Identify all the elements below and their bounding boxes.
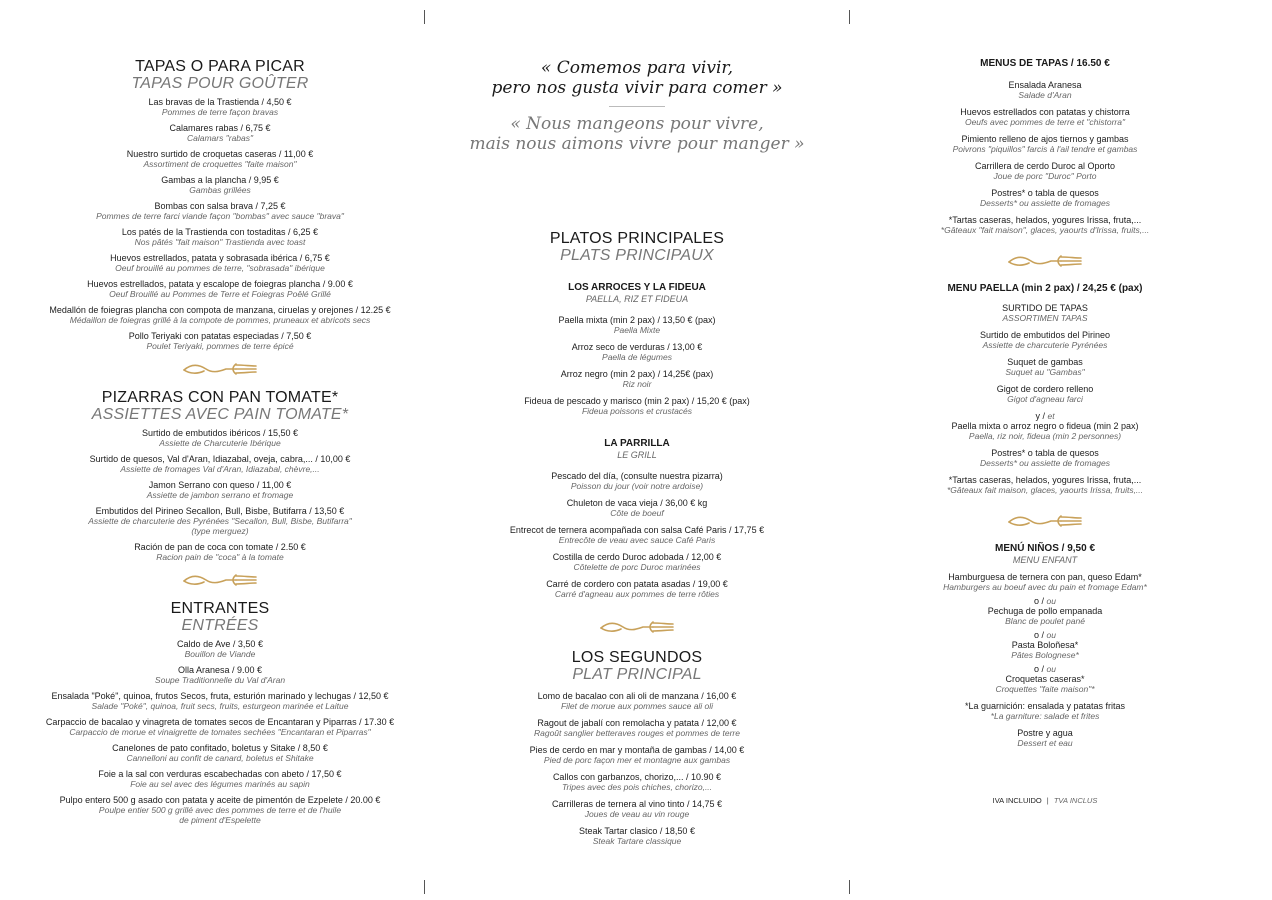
item-es: Carpaccio de bacalao y vinagreta de tomates secos de Encantaran y Piparras / 17.30 € xyxy=(45,717,395,727)
item-es: Callos con garbanzos, chorizo,... / 10.90 € xyxy=(552,772,722,782)
section-title-fr: PLAT PRINCIPAL xyxy=(572,666,702,683)
item-es: Suquet de gambas xyxy=(1007,357,1083,367)
column-divider-right xyxy=(849,880,850,894)
item-fr: Poulpe entier 500 g grillé avec des pommes de terre et de l'huile xyxy=(98,805,342,815)
item-es: Ragout de jabalí con remolacha y patata / 12,00 € xyxy=(537,718,737,728)
item-es: SURTIDO DE TAPAS xyxy=(1002,303,1088,313)
item-fr: Desserts* ou assiette de fromages xyxy=(980,198,1110,208)
platos-section xyxy=(436,230,838,599)
item-fr: Foie au sel avec des légumes marinés au sapin xyxy=(130,779,310,789)
menu-item xyxy=(860,357,1230,377)
item-fr: Oeufs avec pommes de terre et "chistorra" xyxy=(964,117,1126,127)
conjunction-o xyxy=(860,630,1230,640)
item-fr: Blanc de poulet pané xyxy=(1005,616,1085,626)
item-es: Postres* o tabla de quesos xyxy=(991,188,1099,198)
item-es: Pollo Teriyaki con patatas especiadas / 7,50 € xyxy=(128,331,312,341)
menu-item xyxy=(860,134,1230,154)
item-fr: Assiette de fromages Val d'Aran, Idiazabal, chèvre,... xyxy=(120,464,320,474)
item-es: Surtido de quesos, Val d'Aran, Idiazabal, oveja, cabra,... / 10,00 € xyxy=(89,454,351,464)
item-fr: Poulet Teriyaki, pommes de terre épicé xyxy=(146,341,294,351)
menu-item xyxy=(436,718,838,738)
iva-fr: TVA INCLUS xyxy=(1053,796,1098,805)
item-fr: Joue de porc "Duroc" Porto xyxy=(993,171,1097,181)
conjunction-es: o / xyxy=(1034,630,1045,640)
menu-item xyxy=(20,480,420,500)
item-fr: Assiette de Charcuterie Ibérique xyxy=(159,438,281,448)
item-fr: Hamburgers au boeuf avec du pain et fromage Edam* xyxy=(943,582,1147,592)
column-divider-left xyxy=(424,880,425,894)
menu-item xyxy=(860,384,1230,404)
item-fr: *Gâteaux fait maison, glaces, yaourts Irissa, fruits,... xyxy=(946,485,1144,495)
menu-tapas-section xyxy=(860,58,1230,235)
iva-separator: | xyxy=(1046,796,1049,805)
item-es: Huevos estrellados con patatas y chistorra xyxy=(960,107,1130,117)
item-es: Canelones de pato confitado, boletus y Sitake / 8,50 € xyxy=(112,743,328,753)
menu-item xyxy=(860,572,1230,592)
item-es: Ensalada "Poké", quinoa, frutos Secos, fruta, esturión marinado y lechugas / 12,50 € xyxy=(51,691,389,701)
segundos-section xyxy=(436,649,838,846)
item-es: Olla Aranesa / 9.00 € xyxy=(177,665,263,675)
item-fr: Poivrons "piquillos" farcis à l'ail tendre et gambas xyxy=(952,144,1138,154)
item-es: Bombas con salsa brava / 7,25 € xyxy=(154,201,286,211)
item-es: Ensalada Aranesa xyxy=(1008,80,1082,90)
section-title: ENTRANTES xyxy=(170,600,270,617)
item-es: Pescado del día, (consulte nuestra pizarra) xyxy=(551,471,723,481)
menu-item xyxy=(436,552,838,572)
item-es: Huevos estrellados, patata y escalope de foiegras plancha / 9.00 € xyxy=(87,279,353,289)
item-fr: Bouillon de Viande xyxy=(184,649,256,659)
item-fr: Pied de porc façon mer et montagne aux gambas xyxy=(543,755,731,765)
menu-item xyxy=(860,161,1230,181)
menu-item xyxy=(20,97,420,117)
menu-item xyxy=(860,674,1230,694)
menu-item xyxy=(436,315,838,335)
item-fr: Carpaccio de morue et vinaigrette de tomates sechées "Encantaran et Piparras" xyxy=(69,727,371,737)
menu-item xyxy=(20,769,420,789)
item-fr: Nos pâtés "fait maison" Trastienda avec toast xyxy=(134,237,306,247)
menu-item xyxy=(20,639,420,659)
menu-item xyxy=(20,665,420,685)
entrantes-section xyxy=(20,600,420,825)
menu-item xyxy=(20,506,420,536)
menu-item xyxy=(860,606,1230,626)
item-fr: *La garniture: salade et frites xyxy=(990,711,1100,721)
menu-item xyxy=(436,745,838,765)
item-fr: Pâtes Bolognese* xyxy=(1011,650,1079,660)
menu-item xyxy=(436,691,838,711)
menu-item xyxy=(436,525,838,545)
menu-title: MENÚ NIÑOS / 9,50 € xyxy=(994,543,1096,554)
item-fr: *Gâteaux "fait maison", glaces, yaourts d'Irissa, fruits,... xyxy=(940,225,1150,235)
item-fr: Assiette de jambon serrano et fromage xyxy=(146,490,294,500)
menu-item xyxy=(20,428,420,448)
menu-item xyxy=(860,475,1230,495)
menu-item xyxy=(20,123,420,143)
menu-item xyxy=(20,279,420,299)
fork-ornament-icon xyxy=(597,617,677,637)
item-es: Hamburguesa de ternera con pan, queso Edam* xyxy=(948,572,1142,582)
subsection-title-fr: PAELLA, RIZ ET FIDEUA xyxy=(585,294,689,304)
menu-item xyxy=(860,107,1230,127)
item-fr: Riz noir xyxy=(622,379,652,389)
item-es: *Tartas caseras, helados, yogures Irissa, fruta,... xyxy=(948,475,1142,485)
item-fr-extra: (type merguez) xyxy=(191,526,249,536)
item-fr: Soupe Traditionnelle du Val d'Aran xyxy=(154,675,286,685)
item-fr: Salade "Poké", quinoa, fruit secs, fruits, esturgeon marinée et Laitue xyxy=(91,701,349,711)
menu-item xyxy=(436,369,838,389)
item-es: Lomo de bacalao con ali oli de manzana / 16,00 € xyxy=(537,691,737,701)
item-fr: Steak Tartare classique xyxy=(592,836,682,846)
item-fr: Oeuf brouillé au pommes de terre, "sobrasada" ibérique xyxy=(115,263,325,273)
fork-ornament-icon xyxy=(1005,511,1085,531)
item-es: Nuestro surtido de croquetas caseras / 11,00 € xyxy=(126,149,314,159)
menu-item xyxy=(860,215,1230,235)
item-es: Carré de cordero con patata asadas / 19,00 € xyxy=(546,579,728,589)
item-fr: Ragoût sanglier betteraves rouges et pommes de terre xyxy=(533,728,740,738)
item-fr: Pommes de terre farci viande façon "bombas" avec sauce "brava" xyxy=(96,211,344,221)
quote-fr-line1: « Nous mangeons pour vivre, xyxy=(510,114,764,134)
item-es: Fideua de pescado y marisco (min 2 pax) / 15,20 € (pax) xyxy=(524,396,750,406)
menu-item xyxy=(436,799,838,819)
item-es: Jamon Serrano con queso / 11,00 € xyxy=(148,480,292,490)
item-es: Carrilleras de ternera al vino tinto / 14,75 € xyxy=(551,799,723,809)
item-fr: Filet de morue aux pommes sauce ali oli xyxy=(560,701,714,711)
right-column xyxy=(860,58,1230,805)
conjunction-fr: ou xyxy=(1046,596,1056,606)
item-fr-extra: de piment d'Espelette xyxy=(179,815,261,825)
menu-item xyxy=(20,305,420,325)
menu-item xyxy=(20,331,420,351)
item-es: Foie a la sal con verduras escabechadas con abeto / 17,50 € xyxy=(98,769,342,779)
item-es: *La guarnición: ensalada y patatas fritas xyxy=(964,701,1126,711)
conjunction-es: o / xyxy=(1034,664,1045,674)
iva-es: IVA INCLUIDO xyxy=(992,796,1042,805)
item-fr: Entrecôte de veau avec sauce Café Paris xyxy=(558,535,716,545)
section-title: TAPAS O PARA PICAR xyxy=(135,58,305,75)
item-es: Las bravas de la Trastienda / 4,50 € xyxy=(148,97,292,107)
item-es: Calamares rabas / 6,75 € xyxy=(169,123,271,133)
item-fr: Cannelloni au confit de canard, boletus et Shitake xyxy=(126,753,314,763)
menu-title: MENUS DE TAPAS / 16.50 € xyxy=(980,58,1110,69)
item-es: Carrillera de cerdo Duroc al Oporto xyxy=(974,161,1116,171)
menu-item xyxy=(860,188,1230,208)
section-title: LOS SEGUNDOS xyxy=(571,649,703,666)
quote-fr-line2: mais nous aimons vivre pour manger » xyxy=(469,134,805,154)
tapas-section xyxy=(20,58,420,351)
item-es: Postre y agua xyxy=(1017,728,1073,738)
conjunction-es: o / xyxy=(1034,596,1045,606)
menu-item xyxy=(20,149,420,169)
item-es: Arroz negro (min 2 pax) / 14,25€ (pax) xyxy=(560,369,714,379)
item-fr: Tripes avec des pois chiches, chorizo,... xyxy=(561,782,713,792)
item-es: Surtido de embutidos ibéricos / 15,50 € xyxy=(141,428,299,438)
item-fr: Gigot d'agneau farci xyxy=(1007,394,1083,404)
subsection-title-fr: LE GRILL xyxy=(617,450,657,460)
item-es: Huevos estrellados, patata y sobrasada ibérica / 6,75 € xyxy=(110,253,330,263)
item-es: Pimiento relleno de ajos tiernos y gambas xyxy=(961,134,1129,144)
quote-divider xyxy=(609,106,665,107)
item-es: Ración de pan de coca con tomate / 2.50 € xyxy=(134,542,306,552)
item-fr: Joues de veau au vin rouge xyxy=(584,809,690,819)
item-fr: Gambas grillées xyxy=(189,185,251,195)
item-es: Medallón de foiegras plancha con compota de manzana, ciruelas y orejones / 12.25 € xyxy=(49,305,391,315)
item-es: Croquetas caseras* xyxy=(1005,674,1085,684)
menu-item xyxy=(436,396,838,416)
item-fr: Desserts* ou assiette de fromages xyxy=(980,458,1110,468)
menu-item xyxy=(860,330,1230,350)
menu-item xyxy=(860,80,1230,100)
section-title-fr: PLATS PRINCIPAUX xyxy=(560,247,714,264)
item-es: Entrecot de ternera acompañada con salsa Café Paris / 17,75 € xyxy=(509,525,765,535)
menu-ninos-section xyxy=(860,543,1230,748)
menu-item xyxy=(860,728,1230,748)
menu-paella-section xyxy=(860,283,1230,495)
quote-block xyxy=(436,58,838,154)
conjunction-fr: ou xyxy=(1046,664,1056,674)
item-es: Los patés de la Trastienda con tostaditas / 6,25 € xyxy=(121,227,319,237)
item-fr: Poisson du jour (voir notre ardoise) xyxy=(570,481,704,491)
menu-item xyxy=(860,640,1230,660)
menu-item xyxy=(436,471,838,491)
conjunction-fr: et xyxy=(1047,411,1055,421)
item-fr: Fideua poissons et crustacés xyxy=(581,406,693,416)
item-es: Chuleton de vaca vieja / 36,00 € kg xyxy=(566,498,708,508)
section-title: PIZARRAS CON PAN TOMATE* xyxy=(101,389,339,406)
item-fr: Paella Mixte xyxy=(613,325,661,335)
fork-ornament-icon xyxy=(180,359,260,379)
item-es: Costilla de cerdo Duroc adobada / 12,00 € xyxy=(552,552,722,562)
item-fr: Suquet au "Gambas" xyxy=(1005,367,1085,377)
menu-item xyxy=(20,717,420,737)
parrilla-subsection xyxy=(436,438,838,599)
item-es: Surtido de embutidos del Pirineo xyxy=(979,330,1111,340)
item-es: Pies de cerdo en mar y montaña de gambas / 14,00 € xyxy=(529,745,745,755)
item-es: Arroz seco de verduras / 13,00 € xyxy=(571,342,703,352)
section-title-fr: TAPAS POUR GOÛTER xyxy=(131,75,309,92)
item-fr: Côte de boeuf xyxy=(610,508,664,518)
middle-column xyxy=(436,58,838,846)
section-title-fr: ENTRÉES xyxy=(181,617,259,634)
section-title: PLATOS PRINCIPALES xyxy=(549,230,725,247)
subsection-title: LA PARRILLA xyxy=(604,438,670,449)
fork-ornament-icon xyxy=(180,570,260,590)
menu-item xyxy=(860,303,1230,323)
menu-item xyxy=(20,253,420,273)
item-es: Gambas a la plancha / 9,95 € xyxy=(161,175,279,185)
item-es: Caldo de Ave / 3,50 € xyxy=(177,639,263,649)
menu-item xyxy=(20,691,420,711)
menu-title: MENU PAELLA (min 2 pax) / 24,25 € (pax) xyxy=(947,283,1143,294)
item-fr: Salade d'Aran xyxy=(1018,90,1072,100)
menu-item xyxy=(860,448,1230,468)
item-es: *Tartas caseras, helados, yogures Irissa, fruta,... xyxy=(948,215,1142,225)
item-es: Pechuga de pollo empanada xyxy=(987,606,1103,616)
pizarras-section xyxy=(20,389,420,562)
item-fr: Racion pain de "coca" à la tomate xyxy=(156,552,284,562)
item-fr: Paella de légumes xyxy=(602,352,672,362)
item-es: Pulpo entero 500 g asado con patata y aceite de pimentón de Ezpelete / 20.00 € xyxy=(59,795,381,805)
arroces-subsection xyxy=(436,282,838,416)
menu-subtitle: MENU ENFANT xyxy=(1012,555,1078,565)
subsection-title: LOS ARROCES Y LA FIDEUA xyxy=(568,282,706,293)
menu-item xyxy=(20,175,420,195)
item-fr: Pommes de terre façon bravas xyxy=(161,107,279,117)
conjunction-o xyxy=(860,664,1230,674)
item-es: Postres* o tabla de quesos xyxy=(991,448,1099,458)
menu-item xyxy=(436,772,838,792)
item-es: Pasta Boloñesa* xyxy=(1011,640,1079,650)
conjunction-y xyxy=(860,411,1230,421)
menu-item xyxy=(436,498,838,518)
item-fr: Assortiment de croquettes "faite maison" xyxy=(143,159,297,169)
item-es: Embutidos del Pirineo Secallon, Bull, Bisbe, Butifarra / 13,50 € xyxy=(95,506,345,516)
fork-ornament-icon xyxy=(1005,251,1085,271)
section-title-fr: ASSIETTES AVEC PAIN TOMATE* xyxy=(91,406,349,423)
item-fr: Paella, riz noir, fideua (min 2 personnes) xyxy=(968,431,1122,441)
item-fr: Croquettes "faite maison"* xyxy=(995,684,1095,694)
item-es: Paella mixta (min 2 pax) / 13,50 € (pax) xyxy=(558,315,716,325)
iva-note xyxy=(860,796,1230,805)
item-fr: Assiette de charcuterie des Pyrénées "Secallon, Bull, Bisbe, Butifarra" xyxy=(88,516,352,526)
menu-item xyxy=(20,201,420,221)
menu-item xyxy=(436,826,838,846)
item-fr: Dessert et eau xyxy=(1017,738,1073,748)
menu-item xyxy=(436,342,838,362)
menu-item xyxy=(20,227,420,247)
item-es: Steak Tartar clasico / 18,50 € xyxy=(579,826,695,836)
item-fr: Côtelette de porc Duroc marinées xyxy=(573,562,701,572)
quote-es-line2: pero nos gusta vivir para comer » xyxy=(491,78,783,98)
menu-item xyxy=(20,542,420,562)
conjunction-o xyxy=(860,596,1230,606)
item-fr: Médaillon de foiegras grillé à la compote de pommes, pruneaux et abricots secs xyxy=(69,315,371,325)
garnish-note xyxy=(860,701,1230,721)
menu-item xyxy=(20,743,420,763)
item-fr: Carré d'agneau aux pommes de terre rôties xyxy=(554,589,720,599)
column-divider-right xyxy=(849,10,850,24)
menu-item xyxy=(860,421,1230,441)
item-fr: Oeuf Brouillé au Pommes de Terre et Foiegras Poêlé Grillé xyxy=(109,289,331,299)
menu-item xyxy=(436,579,838,599)
item-fr: Assiette de charcuterie Pyrénées xyxy=(982,340,1108,350)
quote-es-line1: « Comemos para vivir, xyxy=(540,58,734,78)
item-es: Paella mixta o arroz negro o fideua (min 2 pax) xyxy=(951,421,1139,431)
item-fr: Calamars "rabas" xyxy=(186,133,254,143)
conjunction-fr: ou xyxy=(1046,630,1056,640)
menu-item xyxy=(20,454,420,474)
column-divider-left xyxy=(424,10,425,24)
item-es: Gigot de cordero relleno xyxy=(996,384,1094,394)
conjunction-es: y / xyxy=(1035,411,1045,421)
left-column xyxy=(20,58,420,825)
menu-item xyxy=(20,795,420,825)
item-fr: ASSORTIMEN TAPAS xyxy=(1002,313,1088,323)
